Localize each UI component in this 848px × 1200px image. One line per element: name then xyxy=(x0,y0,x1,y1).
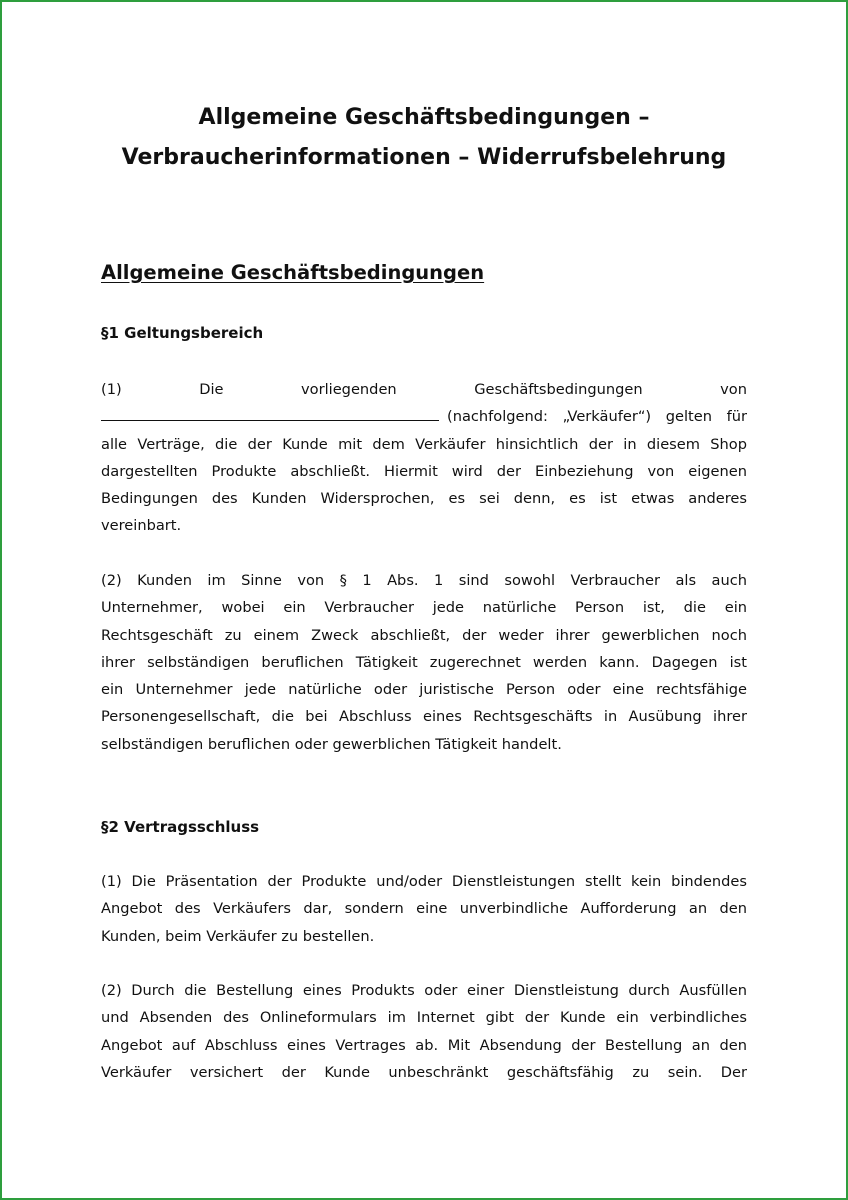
paragraph-line: ein Unternehmer jede natürliche oder juristische Person oder eine rechtsfähige xyxy=(101,681,747,699)
paragraph-line: Rechtsgeschäft zu einem Zweck abschließt, der weder ihrer gewerblichen noch xyxy=(101,626,747,644)
paragraph-line: dargestellten Produkte abschließt. Hiermit wird der Einbeziehung von eigenen xyxy=(101,462,747,480)
heading-vertragsschluss: §2 Vertragsschluss xyxy=(101,818,260,836)
heading-geltungsbereich: §1 Geltungsbereich xyxy=(101,324,264,342)
paragraph-line: Angebot auf Abschluss eines Vertrages ab. Mit Absendung der Bestellung an den xyxy=(101,1036,747,1054)
paragraph-line: und Absenden des Onlineformulars im Internet gibt der Kunde ein verbindliches xyxy=(101,1009,747,1027)
paragraph-line: (1) Die vorliegenden Geschäftsbedingungen von xyxy=(101,381,747,398)
paragraph-line: (nachfolgend: „Verkäufer“) gelten für xyxy=(101,403,747,430)
paragraph-line: alle Verträge, die der Kunde mit dem Verkäufer hinsichtlich der in diesem Shop xyxy=(101,435,747,453)
paragraph-line: ihrer selbständigen beruflichen Tätigkeit zugerechnet werden kann. Dagegen ist xyxy=(101,653,747,671)
paragraph-line: selbständigen beruflichen oder gewerblichen Tätigkeit handelt. xyxy=(101,735,562,753)
paragraph-vertragsschluss-1 xyxy=(101,868,747,950)
paragraph-line: Angebot des Verkäufers dar, sondern eine unverbindliche Aufforderung an den xyxy=(101,900,747,918)
vendor-name-blank xyxy=(101,406,439,421)
paragraph-line: Verkäufer versichert der Kunde unbeschränkt geschäftsfähig zu sein. Der xyxy=(101,1063,747,1081)
paragraph-line: (2) Durch die Bestellung eines Produkts oder einer Dienstleistung durch Ausfüllen xyxy=(101,982,747,999)
paragraph-line: (1) Die Präsentation der Produkte und/oder Dienstleistungen stellt kein bindendes xyxy=(101,873,747,890)
paragraph-line: Unternehmer, wobei ein Verbraucher jede natürliche Person ist, die ein xyxy=(101,599,747,617)
title-line-1: Allgemeine Geschäftsbedingungen – xyxy=(198,105,650,130)
paragraph-line: Personengesellschaft, die bei Abschluss eines Rechtsgeschäfts in Ausübung ihrer xyxy=(101,708,747,726)
paragraph-geltungsbereich-1 xyxy=(101,376,747,540)
title-line-2: Verbraucherinformationen – Widerrufsbelehrung xyxy=(121,145,727,170)
paragraph-geltungsbereich-2 xyxy=(101,567,747,758)
section-title-agb: Allgemeine Geschäftsbedingungen xyxy=(101,261,485,284)
paragraph-line: Kunden, beim Verkäufer zu bestellen. xyxy=(101,927,375,945)
paragraph-line: Bedingungen des Kunden Widersprochen, es sei denn, es ist etwas anderes xyxy=(101,490,747,508)
paragraph-vertragsschluss-2 xyxy=(101,977,747,1086)
paragraph-line: vereinbart. xyxy=(101,517,182,535)
document-title xyxy=(101,98,747,178)
paragraph-line: (2) Kunden im Sinne von § 1 Abs. 1 sind sowohl Verbraucher als auch xyxy=(101,572,747,589)
